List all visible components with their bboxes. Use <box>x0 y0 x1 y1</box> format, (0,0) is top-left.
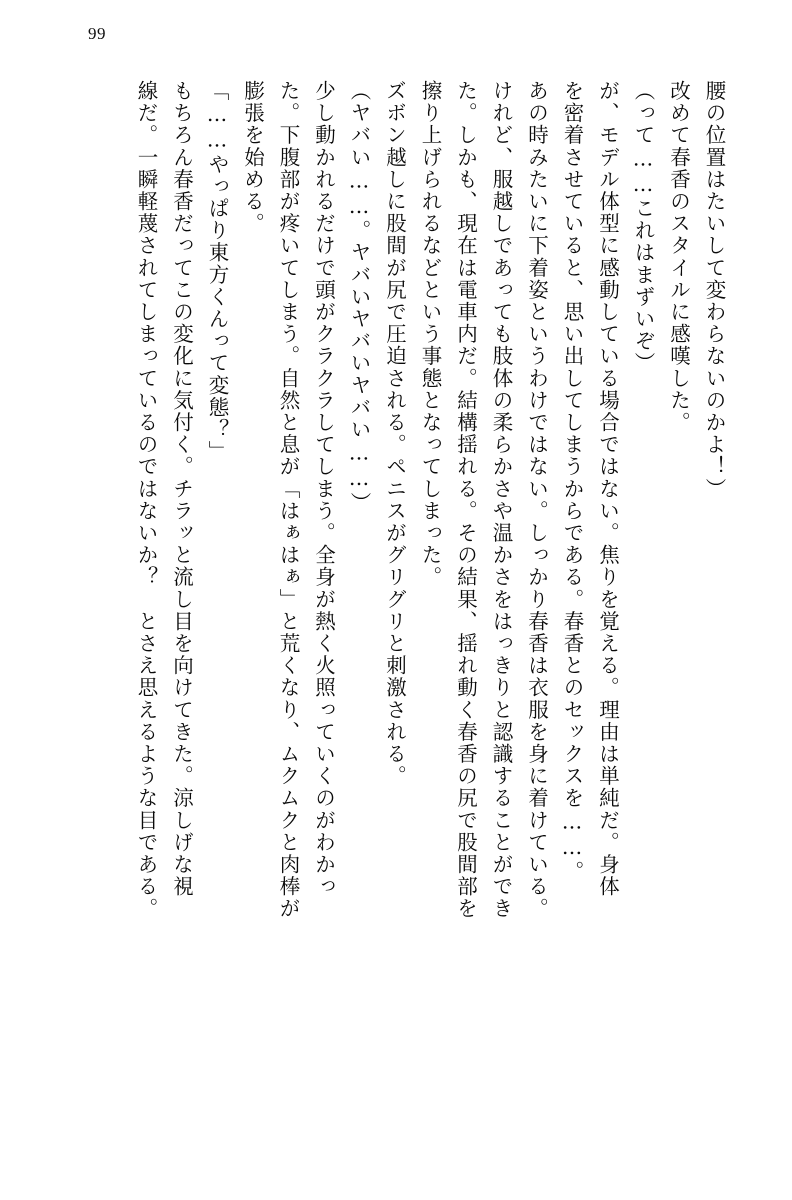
text-column: 膨張を始める。 <box>240 80 265 235</box>
text-column: 腰の位置はたいして変わらないのかよ！） <box>702 80 726 500</box>
text-column: 擦り上げられるなどという事態となってしまった。 <box>418 80 442 589</box>
text-column: 線だ。一瞬軽蔑されてしまっているのではないか？ とさえ思えるような目である。 <box>134 80 158 920</box>
text-column: けれど、服越しであっても肢体の柔らかさや温かさをはっきりと認識することができ <box>489 80 513 920</box>
text-column: 「……やっぱり東方くんって変態？」 <box>205 80 229 463</box>
text-column: た。しかも、現在は電車内だ。結構揺れる。その結果、揺れ動く春香の尻で股間部を <box>453 80 478 920</box>
text-column: （って……これはまずいぞ） <box>631 80 655 375</box>
page-number: 99 <box>88 24 106 43</box>
vertical-text-body <box>56 80 724 1152</box>
text-column: ズボン越しに股間が尻で圧迫される。ペニスがグリグリと刺激される。 <box>382 80 407 788</box>
text-column: た。下腹部が疼いてしまう。自然と息が「はぁはぁ」と荒くなり、ムクムクと肉棒が <box>276 80 300 920</box>
text-column: 少し動かれるだけで頭がクラクラしてしまう。全身が熱く火照っていくのがわかっ <box>311 80 336 898</box>
text-column: （ヤバい……。ヤバいヤバいヤバい……） <box>347 80 371 514</box>
text-column: を密着させていると、思い出してしまうからである。春香とのセックスを……。 <box>560 80 584 883</box>
text-column: あの時みたいに下着姿というわけではない。しっかり春香は衣服を身に着けている。 <box>524 80 549 920</box>
text-column: 改めて春香のスタイルに感嘆した。 <box>666 80 691 434</box>
text-column: もちろん春香だってこの変化に気付く。チラッと流し目を向けてきた。涼しげな視 <box>169 80 194 898</box>
text-column: が、モデル体型に感動している場合ではない。焦りを覚える。理由は単純だ。身体 <box>595 80 620 898</box>
